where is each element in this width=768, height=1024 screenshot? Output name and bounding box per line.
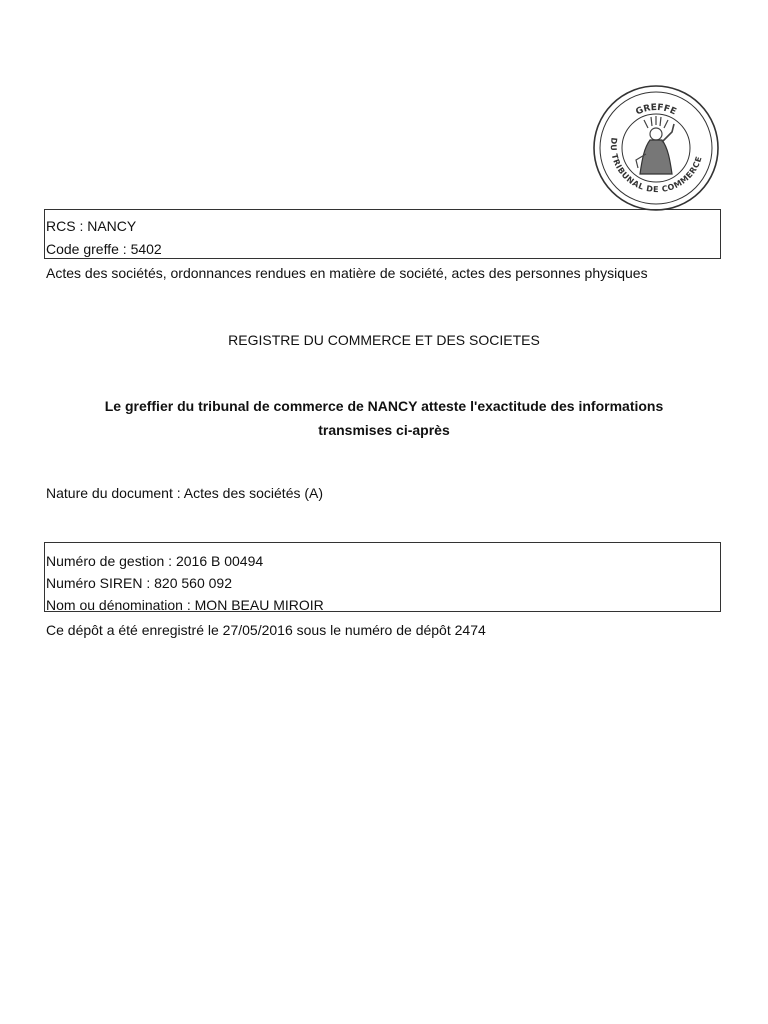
- svg-text:GREFFE: GREFFE: [634, 102, 678, 118]
- numero-gestion: Numéro de gestion : 2016 B 00494: [46, 553, 264, 569]
- attestation-line-2: transmises ci-après: [318, 422, 450, 438]
- seal-figure-icon: [636, 116, 674, 174]
- greffe-seal: [592, 84, 720, 212]
- denomination: Nom ou dénomination : MON BEAU MIROIR: [46, 597, 324, 613]
- code-greffe: Code greffe : 5402: [46, 241, 162, 257]
- svg-text:DU TRIBUNAL DE COMMERCE: DU TRIBUNAL DE COMMERCE: [608, 136, 704, 195]
- numero-siren: Numéro SIREN : 820 560 092: [46, 575, 232, 591]
- depot-info: Ce dépôt a été enregistré le 27/05/2016 sous le numéro de dépôt 2474: [46, 622, 486, 638]
- attestation-line-1: Le greffier du tribunal de commerce de NANCY atteste l'exactitude des informations: [104, 398, 664, 414]
- rcs-city: RCS : NANCY: [46, 218, 137, 234]
- nature-document: Nature du document : Actes des sociétés (A): [46, 485, 324, 501]
- actes-description: Actes des sociétés, ordonnances rendues en matière de société, actes des personnes physiques: [46, 265, 648, 281]
- attestation-text: [40, 394, 728, 442]
- page-title: REGISTRE DU COMMERCE ET DES SOCIETES: [228, 332, 540, 348]
